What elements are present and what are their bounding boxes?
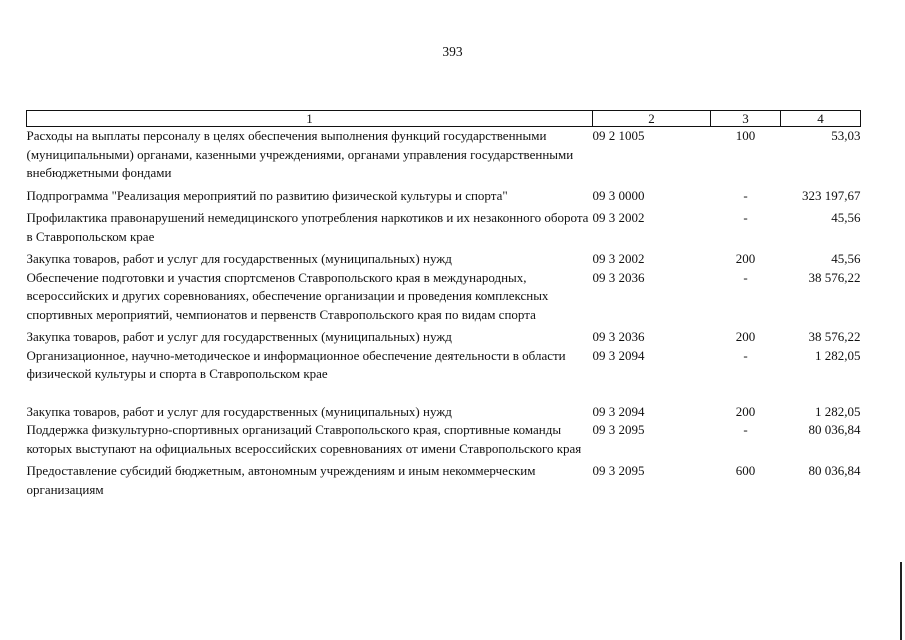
- budget-table: [26, 110, 861, 503]
- table-row: [27, 403, 861, 422]
- row-code: 09 3 2002: [592, 251, 645, 266]
- row-type: 600: [735, 463, 756, 478]
- table-row: [27, 462, 861, 503]
- row-amount: 1 282,05: [815, 347, 861, 363]
- column-header-type: 3: [711, 111, 781, 127]
- column-header-code: 2: [593, 111, 711, 127]
- row-type: -: [743, 269, 748, 285]
- row-name: Подпрограмма "Реализация мероприятий по развитию физической культуры и спорта": [26, 187, 508, 203]
- row-code: 09 3 2002: [592, 210, 645, 225]
- column-header-amount: 4: [781, 111, 861, 127]
- row-code: 09 3 2036: [592, 329, 645, 344]
- row-type: -: [743, 422, 748, 437]
- row-type: 200: [735, 251, 756, 266]
- row-type: -: [743, 210, 748, 225]
- row-name: Расходы на выплаты персоналу в целях обеспечения выполнения функций государственными (муниципальными) органами, казенными учреждениями, органами управления государственными внебюджетными фондами: [26, 128, 574, 180]
- row-name: Закупка товаров, работ и услуг для государственных (муниципальных) нужд: [26, 403, 452, 419]
- row-code: 09 2 1005: [592, 128, 645, 143]
- table-row: [27, 209, 861, 250]
- row-name: Организационное, научно-методическое и информационное обеспечение деятельности в области физической культуры и спорта в Ставропольском крае: [26, 347, 566, 381]
- scan-margin-line: [900, 562, 902, 640]
- row-amount: 38 576,22: [808, 269, 861, 285]
- row-type: 200: [735, 329, 756, 344]
- table-row: [27, 250, 861, 269]
- row-code: 09 3 2036: [592, 269, 645, 285]
- table-row: [27, 421, 861, 462]
- table-row: [27, 127, 861, 187]
- row-type: -: [743, 347, 748, 363]
- table-row: [27, 328, 861, 347]
- row-code: 09 3 2095: [592, 422, 645, 437]
- row-code: 09 3 2094: [592, 347, 645, 363]
- table-header-row: [27, 111, 861, 127]
- row-amount: 45,56: [831, 210, 861, 225]
- row-name: Профилактика правонарушений немедицинского употребления наркотиков и их незаконного оборота в Ставропольском крае: [26, 210, 589, 244]
- row-code: 09 3 0000: [592, 187, 645, 203]
- row-name: Закупка товаров, работ и услуг для государственных (муниципальных) нужд: [26, 329, 452, 344]
- row-amount: 80 036,84: [808, 463, 861, 478]
- row-amount: 1 282,05: [815, 403, 861, 419]
- row-type: 100: [735, 128, 756, 143]
- row-amount: 38 576,22: [808, 329, 861, 344]
- row-name: Обеспечение подготовки и участия спортсменов Ставропольского края в международных, всероссийских и других соревнованиях, обеспечение организации и проведения комплексных спортивных мероприятий, чемпионатов и первенств Ставропольского края по видам спорта: [26, 269, 549, 322]
- table-row: [27, 187, 861, 210]
- row-name: Предоставление субсидий бюджетным, автономным учреждениям и иным некоммерческим организациям: [26, 463, 536, 497]
- row-name: Поддержка физкультурно-спортивных организаций Ставропольского края, спортивные команды которых выступают на официальных всероссийских соревнованиях от имени Ставропольского края: [26, 422, 582, 456]
- table-row: [27, 269, 861, 329]
- row-code: 09 3 2095: [592, 463, 645, 478]
- page-number: 393: [442, 44, 463, 59]
- row-amount: 80 036,84: [808, 422, 861, 437]
- row-name: Закупка товаров, работ и услуг для государственных (муниципальных) нужд: [26, 251, 452, 266]
- table-row: [27, 347, 861, 403]
- row-amount: 323 197,67: [802, 187, 861, 203]
- row-type: 200: [735, 403, 756, 419]
- row-amount: 53,03: [831, 128, 861, 143]
- column-header-name: 1: [27, 111, 593, 127]
- row-amount: 45,56: [831, 251, 861, 266]
- row-code: 09 3 2094: [592, 403, 645, 419]
- row-type: -: [743, 187, 748, 203]
